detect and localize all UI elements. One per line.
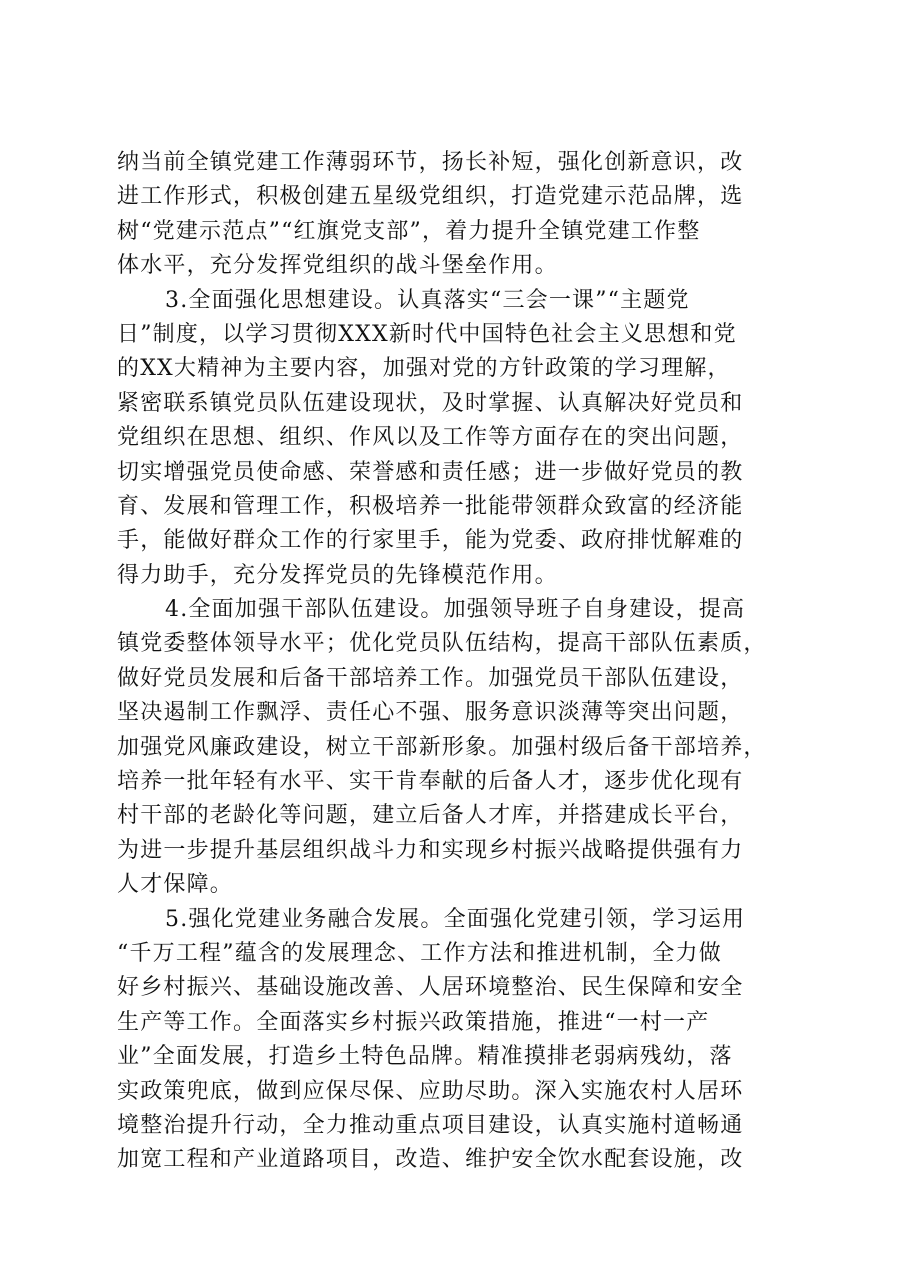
text-line: 的XX大精神为主要内容，加强对党的方针政策的学习理解，	[117, 356, 731, 382]
text-line: 坚决遏制工作飘浮、责任心不强、服务意识淡薄等突出问题，	[117, 700, 744, 726]
text-line: 育、发展和管理工作，积极培养一批能带领群众致富的经济能	[117, 493, 744, 519]
text-line: 生产等工作。全面落实乡村振兴政策措施，推进“一村一产	[117, 1009, 710, 1035]
text-line: 实政策兜底，做到应保尽保、应助尽助。深入实施农村人居环	[117, 1078, 744, 1104]
text-line: 树“党建示范点”“红旗党支部”，着力提升全镇党建工作整	[117, 218, 701, 244]
paragraph-5-heading-line: 5.强化党建业务融合发展。全面强化党建引领，学习运用	[165, 906, 746, 932]
text-line: 境整治提升行动，全力推动重点项目建设，认真实施村道畅通	[117, 1112, 744, 1138]
text-line: 好乡村振兴、基础设施改善、人居环境整治、民生保障和安全	[117, 975, 744, 1001]
text-line: 加强党风廉政建设，树立干部新形象。加强村级后备干部培养，	[117, 734, 767, 760]
text-line: 人才保障。	[117, 872, 234, 898]
text-line: 日”制度，以学习贯彻XXX新时代中国特色社会主义思想和党	[117, 321, 737, 347]
text-line: 得力助手，充分发挥党员的先锋模范作用。	[117, 562, 558, 588]
text-line: “千万工程”蕴含的发展理念、工作方法和推进机制，全力做	[117, 940, 722, 966]
text-line: 切实增强党员使命感、荣誉感和责任感；进一步做好党员的教	[117, 459, 744, 485]
text-line: 党组织在思想、组织、作风以及工作等方面存在的突出问题，	[117, 425, 744, 451]
text-line: 培养一批年轻有水平、实干肯奉献的后备人才，逐步优化现有	[117, 769, 744, 795]
text-line: 进工作形式，积极创建五星级党组织，打造党建示范品牌，选	[117, 184, 744, 210]
text-line: 为进一步提升基层组织战斗力和实现乡村振兴战略提供强有力	[117, 837, 744, 863]
paragraph-4-heading-line: 4.全面加强干部队伍建设。加强领导班子自身建设，提高	[165, 597, 746, 623]
text-line: 手，能做好群众工作的行家里手，能为党委、政府排忧解难的	[117, 528, 744, 554]
text-line: 体水平，充分发挥党组织的战斗堡垒作用。	[117, 253, 558, 279]
document-body	[117, 146, 797, 1178]
text-line: 业”全面发展，打造乡土特色品牌。精准摸排老弱病残幼，落	[117, 1044, 733, 1070]
text-line: 做好党员发展和后备干部培养工作。加强党员干部队伍建设，	[117, 665, 744, 691]
paragraph-3-heading-line: 3.全面强化思想建设。认真落实“三会一课”“主题党	[165, 287, 690, 313]
text-line: 镇党委整体领导水平；优化党员队伍结构，提高干部队伍素质，	[117, 631, 767, 657]
text-line: 村干部的老龄化等问题，建立后备人才库，并搭建成长平台，	[117, 803, 744, 829]
text-line: 纳当前全镇党建工作薄弱环节，扬长补短，强化创新意识，改	[117, 150, 744, 175]
text-line: 加宽工程和产业道路项目，改造、维护安全饮水配套设施，改	[117, 1147, 744, 1173]
text-line: 紧密联系镇党员队伍建设现状，及时掌握、认真解决好党员和	[117, 390, 744, 416]
